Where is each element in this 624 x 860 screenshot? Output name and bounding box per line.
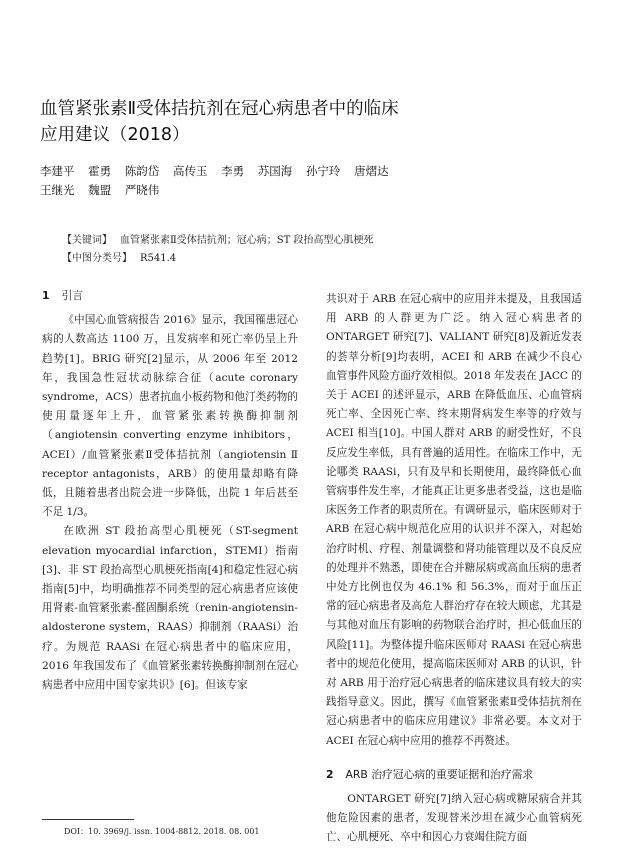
author-list (40, 162, 480, 200)
classification-label: 【中图分类号】 (62, 253, 132, 264)
body-paragraph: ONTARGET 研究[7]纳入冠心病或糖尿病合并其他危险因素的患者，发现替米沙坦在减少心血管病死亡、心肌梗死、卒中和因心力衰竭住院方面 (326, 793, 582, 844)
author-name: 霍勇 (88, 164, 112, 178)
title-line-1: 血管紧张素Ⅱ受体拮抗剂在冠心病患者中的临床 (40, 99, 399, 119)
classification-value: R541.4 (140, 253, 177, 264)
doi-footnote: DOI：10. 3969/j. issn. 1004-8812. 2018. 08. 001 (64, 827, 260, 836)
section-number: 1 (42, 289, 50, 302)
author-name: 孙宁玲 (305, 164, 341, 178)
right-column (326, 290, 582, 848)
author-row-1 (40, 162, 480, 181)
article-meta (62, 232, 582, 268)
author-name: 李建平 (40, 164, 75, 178)
keywords-label: 【关键词】 (62, 235, 112, 246)
author-name: 李勇 (221, 164, 245, 178)
footnote-divider (42, 819, 134, 820)
section-title: 引言 (61, 289, 84, 302)
author-name: 魏盟 (88, 183, 112, 197)
author-row-2 (40, 181, 480, 200)
left-column (42, 286, 298, 695)
article-title (40, 96, 460, 148)
classification-line (62, 250, 582, 268)
section-title: ARB 治疗冠心病的重要证据和治疗需求 (345, 767, 534, 781)
section-number: 2 (326, 767, 334, 781)
author-name: 唐熠达 (354, 164, 389, 178)
author-name: 严晓伟 (124, 183, 160, 197)
section-1-heading (42, 286, 298, 305)
author-name: 陈韵岱 (124, 164, 160, 178)
keywords-line (62, 232, 582, 250)
body-paragraph: 《中国心血管病报告 2016》显示，我国罹患冠心病的人数高达 1100 万，且发病率和死亡率仍呈上升趋势[1]。BRIG 研究[2]显示，从 2006 年至 2012 年，我国急性冠状动脉综合征（acute coronary syndrome，ACS）患者抗血小板药物和他汀类药物的使用量逐年上升，血管紧张素转换酶抑制剂（angiotensin converting enzyme inhibitors，ACEI）/血管紧张素Ⅱ受体拮抗剂（angiotensin Ⅱ receptor antagonists，ARB）的使用量却略有降低，且随着患者出院会进一步降低，出院 1 年后甚至不足 1/3。 (42, 314, 298, 519)
keywords-value: 血管紧张素Ⅱ受体拮抗剂；冠心病；ST 段抬高型心肌梗死 (120, 235, 374, 246)
author-name: 王继光 (40, 183, 75, 197)
author-name: 高传玉 (172, 164, 208, 178)
author-name: 苏国海 (257, 164, 293, 178)
body-paragraph: 共识对于 ARB 在冠心病中的应用并未提及，且我国适用 ARB 的人群更为广泛。纳入冠心病患者的 ONTARGET 研究[7]、VALIANT 研究[8]及新近发表的荟萃分析[9]均表明，ACEI 和 ARB 在减少不良心血管事件风险方面疗效相似。2018 年发表在 JACC 的关于 ACEI 的述评显示，ARB 在降低血压、心血管病死亡率、全因死亡率、终末期肾病发生率等的疗效与 ACEI 相当[10]。中国人群对 ARB 的耐受性好，不良反应发生率低，具有普遍的适用性。在临床工作中，无论哪类 RAASi，只有及早和长期使用，最终降低心血管病事件发生率，才能真正让更多患者受益，这也是临床医务工作者的职责所在。有调研显示，临床医师对于 ARB 在冠心病中规范化应用的认识并不深入，对起始治疗时机、疗程、剂量调整和肾功能管理以及不良反应的处理并不熟悉，即使在合并糖尿病或高血压病的患者中处方比例也仅为 46.1% 和 56.3%，而对于血压正常的冠心病患者及高危人群治疗存在较大顾虑，尤其是与其他对血压有影响的药物联合治疗时，担心低血压的风险[11]。为整体提升临床医师对 RAASi 在冠心病患者中的规范化使用，提高临床医师对 ARB 的认识，针对 ARB 用于治疗冠心病患者的临床建议具有较大的实践指导意义。因此，撰写《血管紧张素Ⅱ受体拮抗剂在冠心病患者中的临床应用建议》非常必要。本文对于 ACEI 在冠心病中应用的推荐不再赘述。 (326, 293, 582, 747)
section-2-heading (326, 765, 582, 784)
title-line-2: 应用建议（2018） (40, 125, 190, 145)
body-paragraph: 在欧洲 ST 段抬高型心肌梗死（ST-segment elevation myocardial infarction，STEMI）指南[3]、非 ST 段抬高型心肌梗死指南[4]和稳定性冠心病指南[5]中，均明确推荐不同类型的冠心病患者应该使用肾素-血管紧张素-醛固酮系统（renin-angiotensin-aldosterone system，RAAS）抑制剂（RAASi）治疗。为规范 RAASi 在冠心病患者中的临床应用，2016 年我国发布了《血管紧张素转换酶抑制剂在冠心病患者中应用中国专家共识》[6]。但该专家 (42, 525, 298, 692)
